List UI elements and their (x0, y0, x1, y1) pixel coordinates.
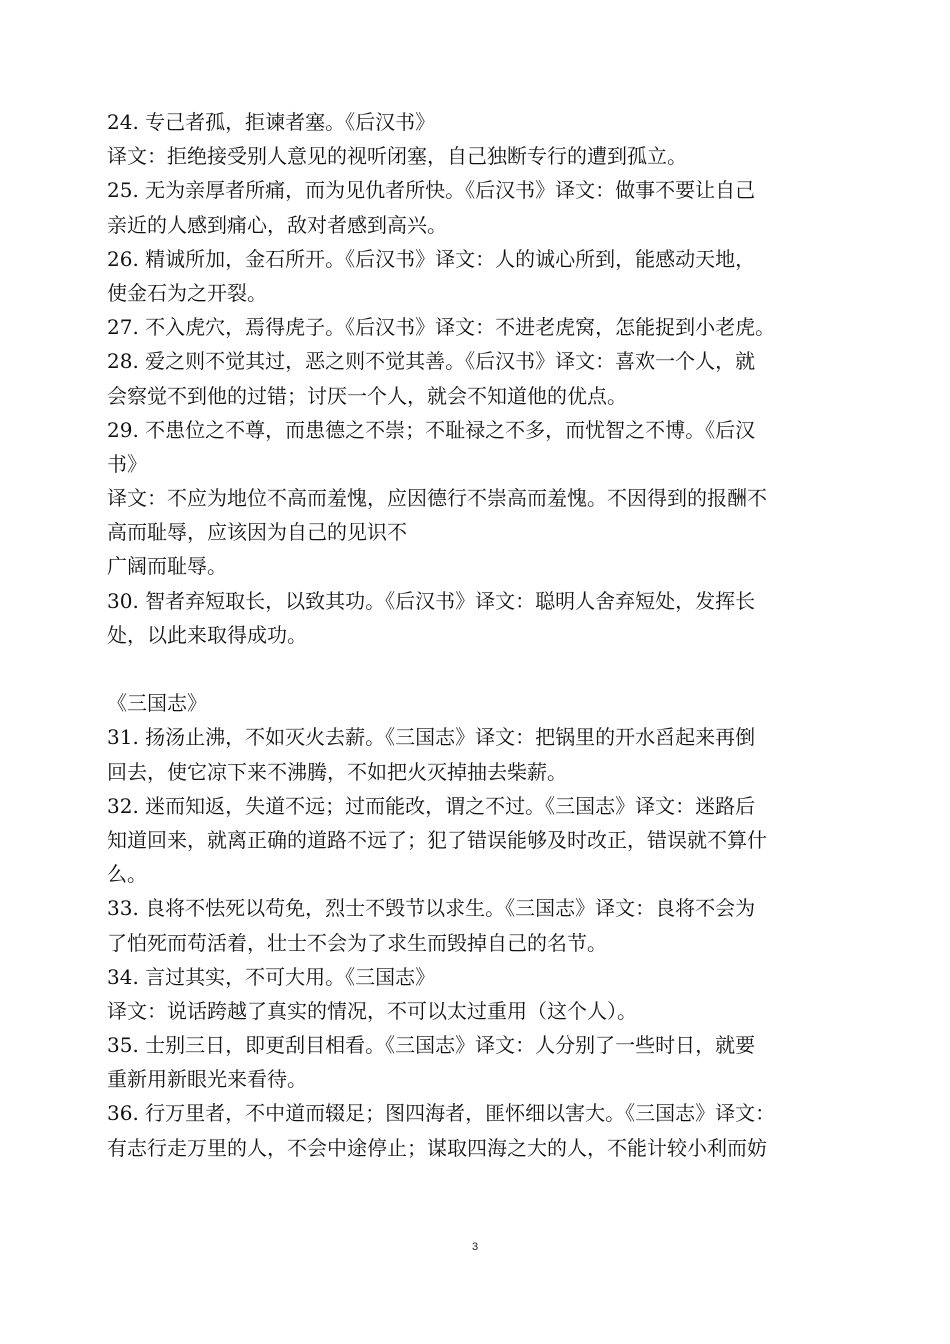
text-line: 么。 (107, 862, 147, 887)
blank-line (107, 652, 852, 686)
text-line: 回去，使它凉下来不沸腾，不如把火灭掉抽去柴薪。 (107, 759, 567, 784)
text-line: 了怕死而苟活着，壮士不会为了求生而毁掉自己的名节。 (107, 930, 607, 955)
text-line: 书》 (107, 451, 147, 476)
text-line: 亲近的人感到痛心，敌对者感到高兴。 (107, 212, 447, 237)
text-line: 重新用新眼光来看待。 (107, 1067, 307, 1092)
text-line: 有志行走万里的人，不会中途停止；谋取四海之大的人，不能计较小利而妨 (107, 1135, 767, 1160)
page-number: 3 (471, 1241, 479, 1253)
text-line: 会察觉不到他的过错；讨厌一个人，就会不知道他的优点。 (107, 383, 627, 408)
text-line: 26. 精诚所加，金石所开。《后汉书》译文：人的诚心所到，能感动天地， (107, 246, 756, 271)
document-body (107, 105, 852, 1165)
text-line: 29. 不患位之不尊，而患德之不崇；不耻禄之不多，而忧智之不博。《后汉 (107, 417, 756, 442)
text-line: 译文：不应为地位不高而羞愧，应因德行不崇高而羞愧。不因得到的报酬不 (107, 486, 767, 511)
text-line: 31. 扬汤止沸，不如灭火去薪。《三国志》译文：把锅里的开水舀起来再倒 (107, 725, 756, 750)
text-line: 25. 无为亲厚者所痛，而为见仇者所快。《后汉书》译文：做事不要让自己 (107, 178, 756, 203)
text-line: 33. 良将不怯死以苟免，烈士不毁节以求生。《三国志》译文：良将不会为 (107, 896, 756, 921)
text-line: 知道回来，就离正确的道路不远了；犯了错误能够及时改正，错误就不算什 (107, 827, 767, 852)
text-line: 28. 爱之则不觉其过，恶之则不觉其善。《后汉书》译文：喜欢一个人，就 (107, 349, 756, 374)
text-line: 处，以此来取得成功。 (107, 622, 307, 647)
text-line: 译文：说话跨越了真实的情况，不可以太过重用（这个人）。 (107, 998, 637, 1023)
text-line: 译文：拒绝接受别人意见的视听闭塞，自己独断专行的遭到孤立。 (107, 144, 687, 169)
text-line: 高而耻辱，应该因为自己的见识不 (107, 520, 407, 545)
text-line: 广阔而耻辱。 (107, 554, 227, 579)
text-line: 使金石为之开裂。 (107, 280, 267, 305)
text-line: 35. 士别三日，即更刮目相看。《三国志》译文：人分别了一些时日，就要 (107, 1033, 756, 1058)
text-line: 27. 不入虎穴，焉得虎子。《后汉书》译文：不进老虎窝，怎能捉到小老虎。 (107, 315, 776, 340)
text-line: 32. 迷而知返，失道不远；过而能改，谓之不过。《三国志》译文：迷路后 (107, 793, 756, 818)
text-line: 36. 行万里者，不中道而辍足；图四海者，匪怀细以害大。《三国志》译文： (107, 1101, 776, 1126)
text-line: 《三国志》 (107, 691, 207, 716)
text-line: 24. 专己者孤，拒谏者塞。《后汉书》 (107, 110, 436, 134)
text-line: 34. 言过其实，不可大用。《三国志》 (107, 964, 436, 989)
text-line: 30. 智者弃短取长，以致其功。《后汉书》译文：聪明人舍弃短处，发挥长 (107, 588, 756, 613)
